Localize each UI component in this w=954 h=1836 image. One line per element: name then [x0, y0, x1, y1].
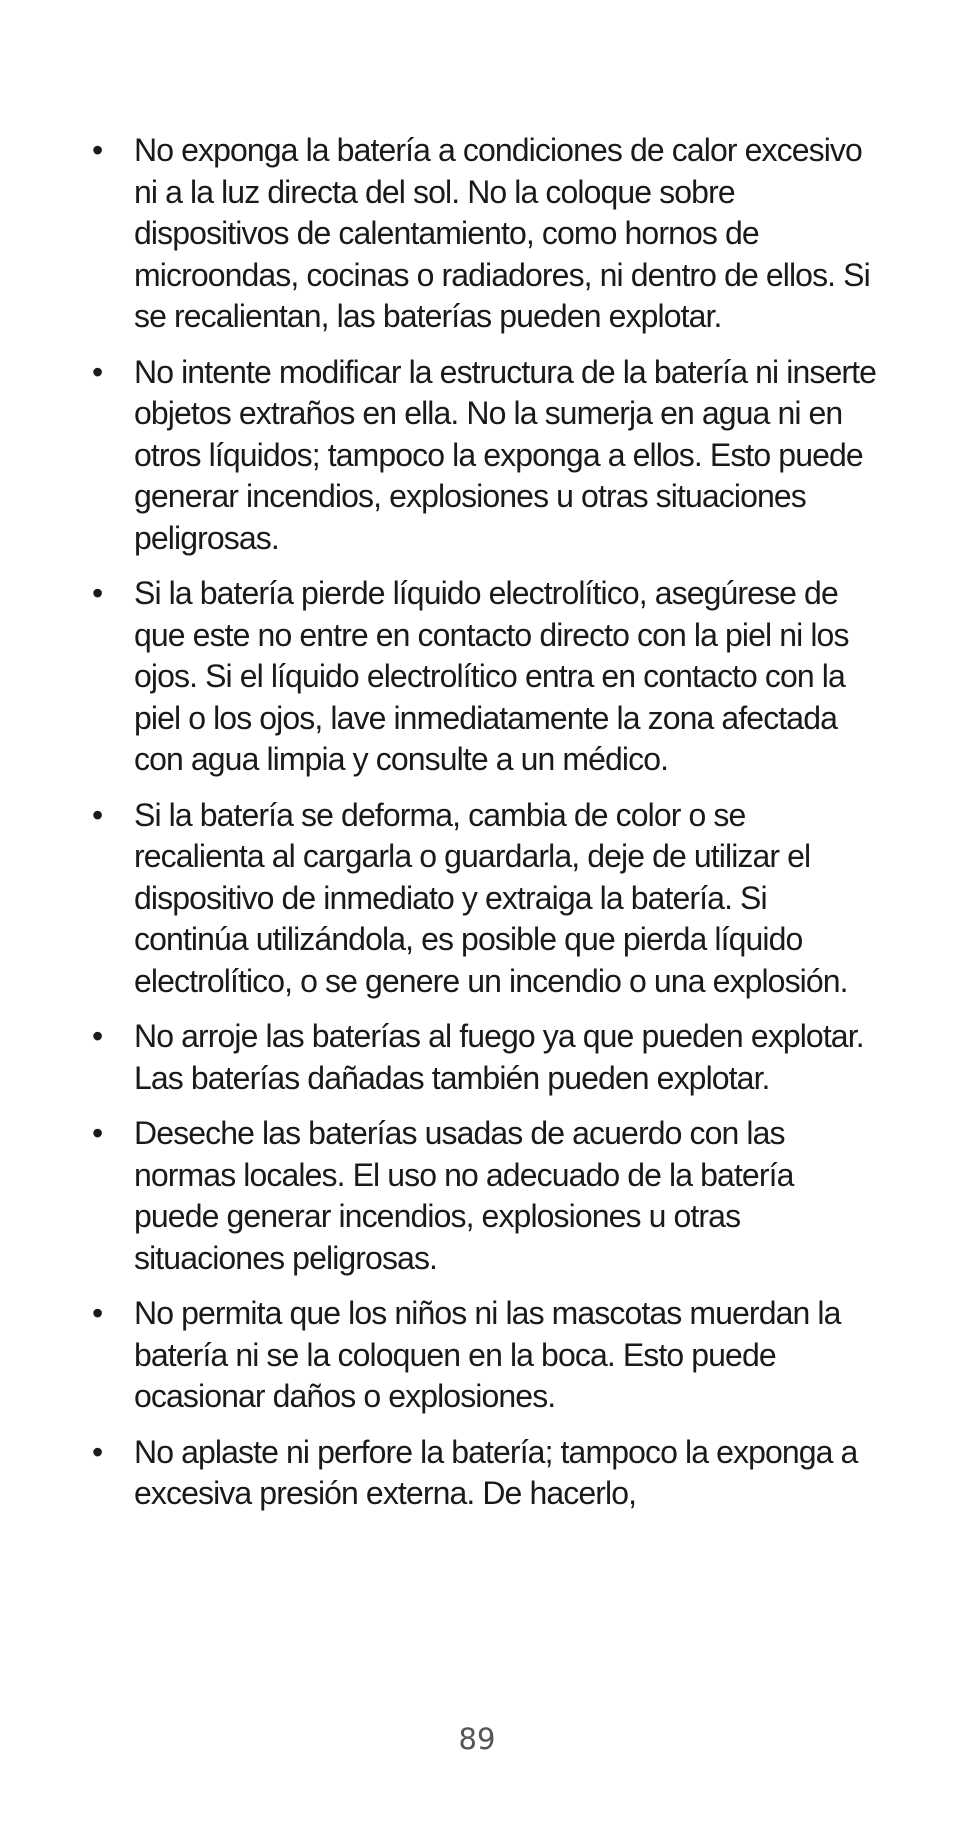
list-item-text: No exponga la batería a condiciones de calor excesivo ni a la luz directa del sol. No la coloque sobre dispositivos de calentamiento, como hornos de microondas, cocinas o radiadores, ni dentro de ellos. Si se recalientan, las baterías pueden explotar.: [134, 132, 870, 334]
list-item-text: No arroje las baterías al fuego ya que pueden explotar. Las baterías dañadas también pueden explotar.: [134, 1018, 864, 1096]
list-item: [86, 352, 876, 560]
bullet-icon: •: [92, 575, 103, 611]
bullet-icon: •: [92, 353, 103, 390]
list-item: [86, 1113, 876, 1279]
bullet-icon: •: [92, 1018, 103, 1054]
bullet-icon: •: [92, 1115, 103, 1151]
list-item-text: Deseche las baterías usadas de acuerdo con las normas locales. El uso no adecuado de la batería puede generar incendios, explosiones u otras situaciones peligrosas.: [134, 1115, 794, 1276]
bullet-icon: •: [92, 1433, 103, 1470]
list-item-text: No intente modificar la estructura de la batería ni inserte objetos extraños en ella. No la sumerja en agua ni en otros líquidos; tampoco la exponga a ellos. Esto puede generar incendios, explosiones u otras situaciones peligrosas.: [134, 353, 876, 556]
list-item: [86, 1432, 876, 1515]
list-item: [86, 130, 876, 338]
page-number: 89: [458, 1722, 496, 1756]
bullet-icon: •: [92, 796, 103, 833]
safety-bullet-list: [86, 130, 876, 1529]
list-item-text: Si la batería pierde líquido electrolítico, asegúrese de que este no entre en contacto directo con la piel ni los ojos. Si el líquido electrolítico entra en contacto con la piel o los ojos, lave inmediatamente la zona afectada con agua limpia y consulte a un médico.: [134, 575, 849, 777]
list-item: [86, 573, 876, 781]
list-item: [86, 795, 876, 1003]
list-item: [86, 1293, 876, 1418]
bullet-icon: •: [92, 1295, 103, 1331]
list-item-text: No permita que los niños ni las mascotas muerdan la batería ni se la coloquen en la boca. Esto puede ocasionar daños o explosiones.: [134, 1295, 841, 1414]
bullet-icon: •: [92, 132, 103, 168]
list-item-text: No aplaste ni perfore la batería; tampoco la exponga a excesiva presión externa. De hacerlo,: [134, 1433, 858, 1511]
list-item: [86, 1016, 876, 1099]
list-item-text: Si la batería se deforma, cambia de color o se recalienta al cargarla o guardarla, deje de utilizar el dispositivo de inmediato y extraiga la batería. Si continúa utilizándola, es posible que pierda líquido electrolítico, o se genere un incendio o una explosión.: [134, 796, 848, 999]
